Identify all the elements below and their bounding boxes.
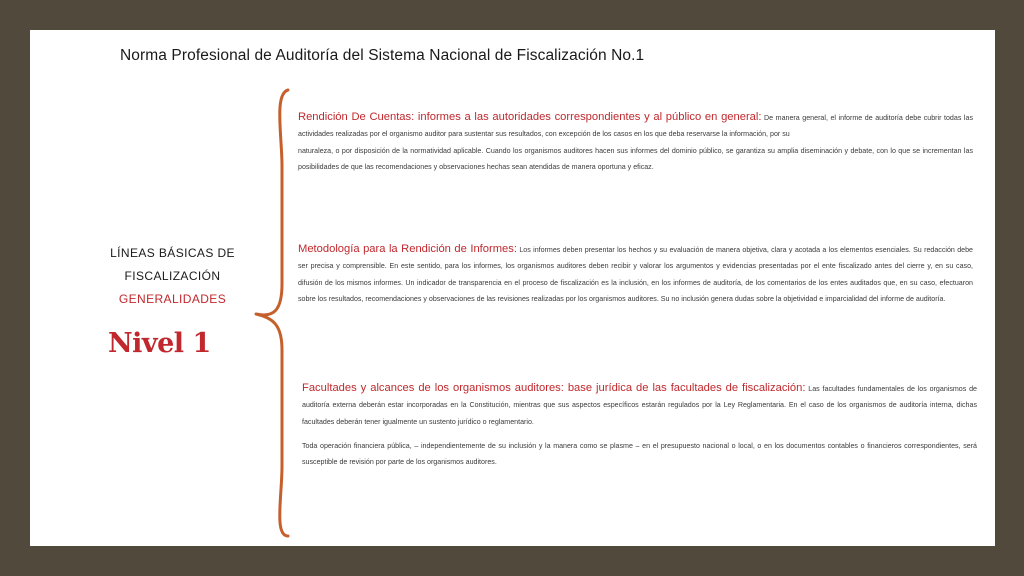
topic-subtitle: GENERALIDADES: [118, 292, 227, 306]
section-body: Los informes deben presentar los hechos y su evaluación de manera objetiva, clara y acotada a los elementos esenciales. Su redacción debe ser precisa y comprensible. En este sentido, para los informes, los organismos auditores deben recibir y valorar los argumentos y evidencias presentadas por el ente fiscalizado antes del cierre y, en su caso, difusión de los mismos informes. Un indicador de transparencia en el proceso de fiscalización es la inclusión, en los informes de auditoría, de los comentarios de los entes auditados que, en su caso, efectuaron sobre los resultados, recomendaciones y observaciones de las revisiones realizadas por los organismos auditores. Su no inclusión genera dudas sobre la objetividad e imparcialidad del informe de auditoría.: [298, 246, 973, 303]
slide-title: Norma Profesional de Auditoría del Sistema Nacional de Fiscalización No.1: [120, 47, 645, 64]
section-lead: De manera general, el informe de auditoría debe cubrir todas las actividades realizadas por el organismo auditor para sustentar sus resultados, con excepción de los casos en los que deba reservarse la información, por su: [298, 114, 973, 139]
section-rendicion-cuentas: [298, 109, 973, 175]
section-heading: Metodología para la Rendición de Informes:: [298, 243, 517, 255]
section-facultades: [302, 380, 977, 470]
level-label: Nivel 1: [108, 328, 211, 359]
section-extra: Toda operación financiera pública, – independientemente de su inclusión y la manera como se plasme – en el presupuesto nacional o local, o en los documentos contables o financieros correspondientes, será susceptible de revisión por parte de los organismos auditores.: [302, 441, 977, 467]
section-heading: Facultades y alcances de los organismos auditores: base jurídica de las facultades de fiscalización:: [302, 382, 806, 394]
section-body: naturaleza, o por disposición de la normatividad aplicable. Cuando los organismos auditores hacen sus informes del dominio público, se garantiza su amplia diseminación y debate, con lo que se incrementan las posibilidades de que las recomendaciones y observaciones hechas sean atendidas de manera oportuna y eficaz.: [298, 146, 973, 171]
section-heading: Rendición De Cuentas: informes a las autoridades correspondientes y al público en general:: [298, 111, 762, 123]
paragraph-gap: [302, 430, 977, 438]
topic-line-2: FISCALIZACIÓN: [124, 269, 221, 283]
slide: [30, 30, 995, 546]
topic-line-1: LÍNEAS BÁSICAS DE: [110, 246, 235, 260]
section-metodologia: [298, 241, 973, 307]
curly-brace-icon: [254, 88, 290, 538]
left-block: [85, 242, 260, 311]
section-body: Las facultades fundamentales de los organismos de auditoría externa deberán estar incorporadas en la Constitución, mientras que sus aspectos específicos estarán regulados por la Ley Reglamentaria. En el caso de los organismos de auditoría interna, dichas facultades deberán tener igualmente un sustento jurídico o reglamentario.: [302, 385, 977, 426]
